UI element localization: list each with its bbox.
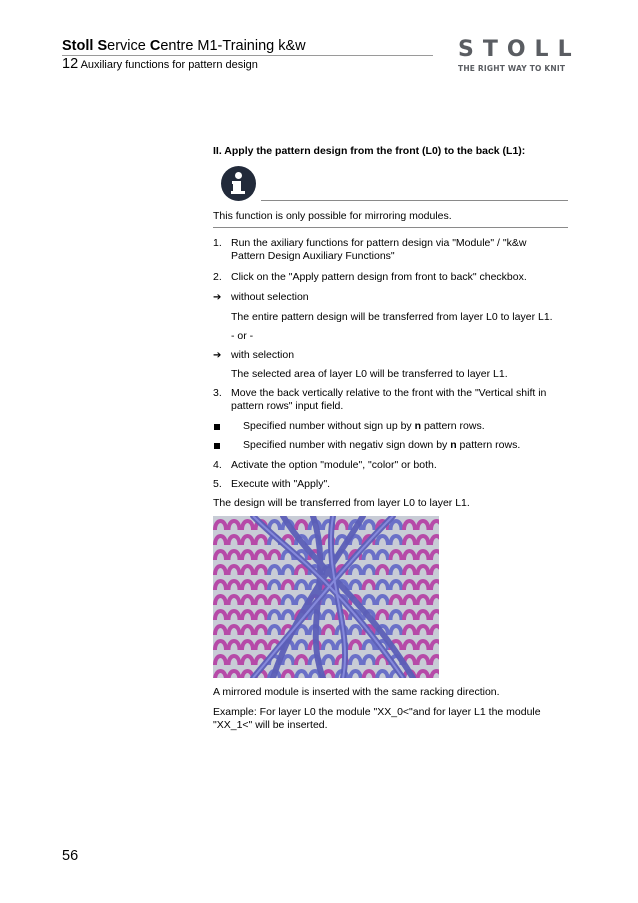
- page-number: 56: [62, 848, 79, 864]
- option-b-label: with selection: [231, 349, 295, 361]
- step-number: 2.: [213, 271, 222, 283]
- step-2-text: Click on the "Apply pattern design from front to back" checkbox.: [231, 271, 527, 283]
- logo-word: STOLL: [458, 37, 581, 62]
- step-1-line-2: Pattern Design Auxiliary Functions": [231, 250, 395, 262]
- note-rule: [213, 227, 568, 228]
- stoll-logo: [458, 37, 581, 78]
- section-heading: II. Apply the pattern design from the front (L0) to the back (L1):: [213, 145, 526, 157]
- step-number: 3.: [213, 387, 222, 399]
- title-part: C: [149, 38, 161, 54]
- title-part: S: [97, 38, 108, 54]
- option-a-label: without selection: [231, 291, 309, 303]
- result-text: The design will be transferred from layer L0 to layer L1.: [213, 497, 470, 509]
- step-number: 4.: [213, 459, 222, 471]
- after-image-text: A mirrored module is inserted with the same racking direction.: [213, 686, 500, 698]
- arrow-right-icon: ➔: [213, 350, 222, 361]
- chapter-number: 12: [62, 56, 79, 72]
- logo-tagline: THE RIGHT WAY TO KNIT: [458, 64, 566, 73]
- step-4-text: Activate the option "module", "color" or both.: [231, 459, 437, 471]
- title-part: S: [62, 38, 72, 54]
- knit-pattern-image: [213, 516, 439, 678]
- example-line-1: Example: For layer L0 the module "XX_0<"and for layer L1 the module: [213, 706, 541, 718]
- bullet-item: Specified number without sign up by n pattern rows.: [243, 420, 485, 432]
- option-b-desc: The selected area of layer L0 will be transferred to layer L1.: [231, 368, 508, 380]
- step-3-line-1: Move the back vertically relative to the front with the "Vertical shift in: [231, 387, 547, 399]
- step-3-line-2: pattern rows" input field.: [231, 400, 344, 412]
- title-part: entre M1-Training k&w: [160, 38, 306, 54]
- square-bullet-icon: [214, 443, 220, 449]
- or-text: - or -: [231, 330, 254, 342]
- option-a-desc: The entire pattern design will be transferred from layer L0 to layer L1.: [231, 311, 553, 323]
- step-number: 1.: [213, 237, 222, 249]
- info-rule: [261, 200, 568, 201]
- square-bullet-icon: [214, 424, 220, 430]
- arrow-right-icon: ➔: [213, 292, 222, 303]
- bullet-item: Specified number with negativ sign down by n pattern rows.: [243, 439, 521, 451]
- title-part: toll: [71, 38, 98, 54]
- step-number: 5.: [213, 478, 222, 490]
- info-note: This function is only possible for mirroring modules.: [213, 210, 452, 222]
- header-rule: [62, 55, 433, 56]
- step-5-text: Execute with "Apply".: [231, 478, 331, 490]
- info-circle-icon: [221, 166, 256, 201]
- chapter-subtitle: [62, 57, 258, 72]
- title-part: ervice: [107, 38, 150, 54]
- example-line-2: "XX_1<" will be inserted.: [213, 719, 328, 731]
- step-1-line-1: Run the axiliary functions for pattern design via "Module" / "k&w: [231, 237, 527, 249]
- header-title: [62, 38, 306, 55]
- chapter-title: Auxiliary functions for pattern design: [80, 59, 258, 71]
